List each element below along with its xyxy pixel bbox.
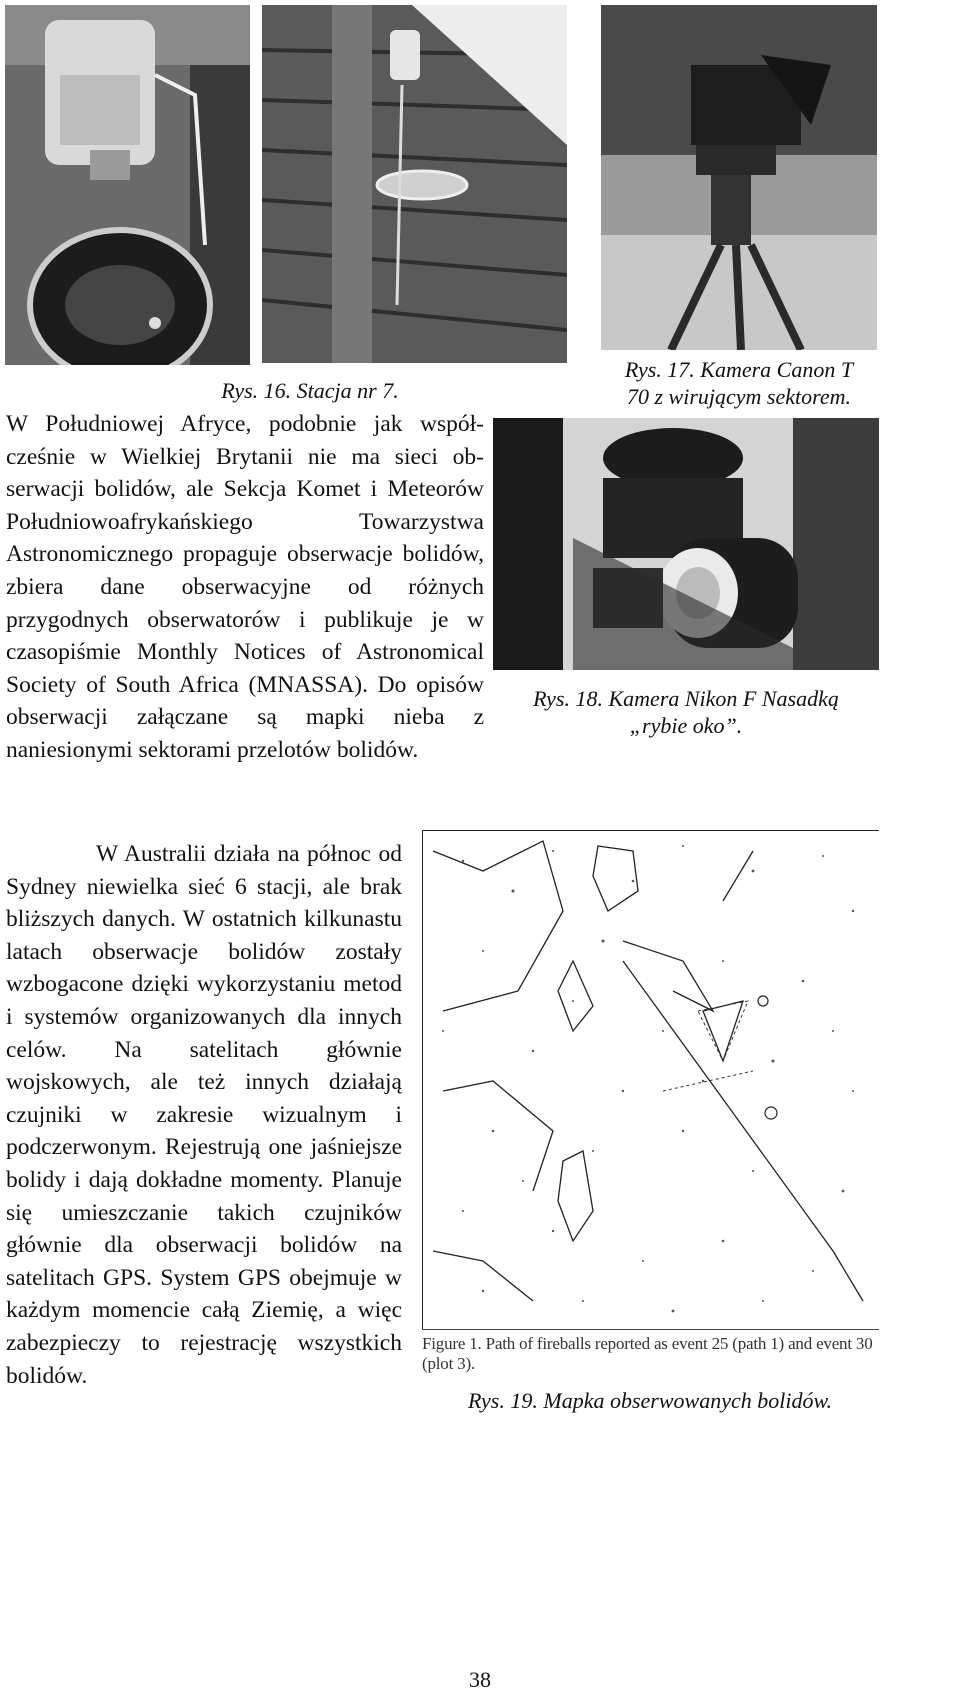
caption-fig18-line1: Rys. 18. Kamera Nikon F Nasadką (533, 686, 839, 711)
photo-station-wall-device (262, 5, 567, 363)
body-text-column-narrow (6, 838, 402, 1392)
paragraph-south-africa: W Południowej Afryce, podobnie jak współcześnie w Wielkiej Brytanii nie ma sieci obserwacji bolidów, ale Sekcja Komet i Meteorów Południowoafrykańskiego Towarzystwa Astronomicznego propaguje obserwacje bolidów, zbiera dane obserwacyjne od różnych przygodnych obserwatorów i publikuje je w czasopiśmie Monthly Notices of Astronomical Society of South Africa (MNASSA). Do opisów obserwacji załączane są mapki nieba z naniesionymi sektorami przelotów bolidów. (6, 411, 484, 763)
caption-fig17-line1: Rys. 17. Kamera Canon T (624, 357, 854, 382)
map-figure-note: Figure 1. Path of fireballs reported as event 25 (path 1) and event 30 (plot 3). (422, 1334, 873, 1373)
caption-fig17-line2: 70 z wirującym sektorem. (626, 384, 852, 409)
paragraph-australia: W Australii działa na północ od Sydney niewielka sieć 6 stacji, ale brak bliższych danych. W ostatnich kilkunastu latach obserwacje bolidów zostały wzbogacone dzięki wykorzystaniu metod i systemów organizowanych dla innych celów. Na satelitach głównie wojskowych, ale też innych działają czujniki w zakresie wizualnym i podczerwonym. Rejestrują one jaśniejsze bolidy i dają dokładne momenty. Planuje się umieszczanie takich czujników głównie dla obserwacji bolidów na satelitach GPS. System GPS obejmuje w każdym momencie całą Ziemię, a więc zabezpieczy to rejestrację wszystkich bolidów. (6, 841, 402, 1389)
caption-fig16: Rys. 16. Stacja nr 7. (221, 378, 399, 403)
photo-nikon-fisheye-camera (493, 418, 879, 670)
caption-fig18-line2: „rybie oko”. (629, 713, 743, 738)
caption-fig19: Rys. 19. Mapka obserwowanych bolidów. (468, 1388, 832, 1413)
photo-canon-camera (601, 5, 877, 350)
body-text-column (6, 408, 484, 767)
fireball-star-map (422, 830, 879, 1330)
photo-station-camera-mirror (5, 5, 250, 365)
page-number: 38 (469, 1667, 491, 1692)
